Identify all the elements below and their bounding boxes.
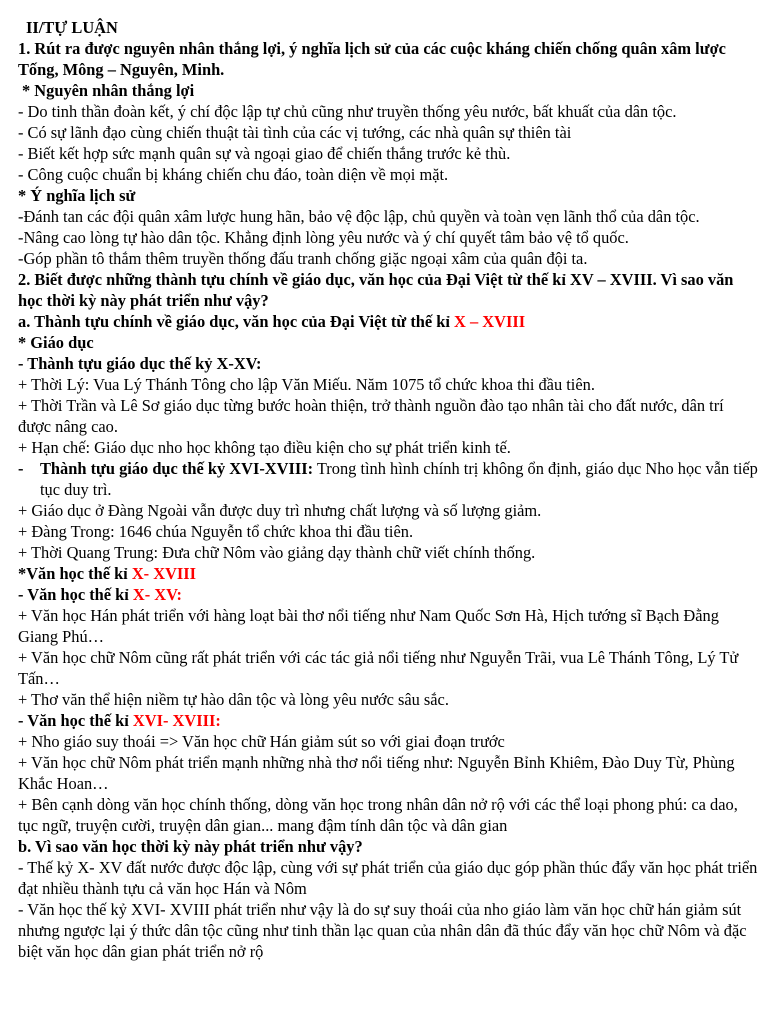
meaning-item: -Góp phần tô thắm thêm truyền thống đấu tranh chống giặc ngoại xâm của quân đội ta. — [18, 249, 588, 268]
causes-heading: * Nguyên nhân thắng lợi — [22, 81, 195, 100]
meaning-item: -Nâng cao lòng tự hào dân tộc. Khẳng định lòng yêu nước và ý chí quyết tâm bảo vệ tổ quốc. — [18, 228, 629, 247]
literature-x-xv-heading-period: X- XV: — [132, 585, 182, 604]
section-heading: II/TỰ LUẬN — [26, 18, 118, 37]
education-x-xv-heading: - Thành tựu giáo dục thế kỷ X-XV: — [18, 354, 262, 373]
cause-item: - Có sự lãnh đạo cùng chiến thuật tài tình của các vị tướng, các nhà quân sự thiên tài — [18, 123, 572, 142]
education-xvi-xviii-heading: Thành tựu giáo dục thế kỷ XVI-XVIII: — [40, 459, 314, 478]
literature-x-xv-item: + Văn học chữ Nôm cũng rất phát triển với các tác giả nổi tiếng như Nguyễn Trãi, vua Lê Thánh Tông, Lý Tử Tấn… — [18, 648, 739, 688]
literature-heading-text: *Văn học thế kỉ — [18, 564, 132, 583]
education-x-xv-item: + Hạn chế: Giáo dục nho học không tạo điều kiện cho sự phát triển kinh tế. — [18, 438, 511, 457]
literature-x-xv-heading — [18, 584, 760, 605]
education-heading: * Giáo dục — [18, 333, 94, 352]
literature-x-xv-heading-text: - Văn học thế kỉ — [18, 585, 133, 604]
education-xvi-xviii-block — [18, 458, 760, 500]
part-b-item: - Thế kỷ X- XV đất nước được độc lập, cùng với sự phát triển của giáo dục góp phần thúc đẩy văn học phát triển đạt nhiều thành tựu cả văn học Hán và Nôm — [18, 858, 758, 898]
part-a-title-text: a. Thành tựu chính về giáo dục, văn học của Đại Việt từ thế kỉ — [18, 312, 455, 331]
cause-item: - Do tinh thần đoàn kết, ý chí độc lập tự chủ cũng như truyền thống yêu nước, bất khuất của dân tộc. — [18, 102, 677, 121]
question-2-title: 2. Biết được những thành tựu chính về giáo dục, văn học của Đại Việt từ thế kỉ XV – XVIII. Vì sao văn học thời kỳ này phát triển như vậy? — [18, 270, 734, 310]
education-xvi-xviii-text: Trong tình hình chính trị không ổn định, giáo dục Nho học vẫn tiếp tục duy trì. — [40, 459, 758, 499]
education-x-xv-item: + Thời Trần và Lê Sơ giáo dục từng bước hoàn thiện, trở thành nguồn đào tạo nhân tài cho đất nước, dân trí được nâng cao. — [18, 396, 724, 436]
part-b-item: - Văn học thế kỷ XVI- XVIII phát triển như vậy là do sự suy thoái của nho giáo làm văn học chữ hán giảm sút nhưng ngược lại ý thức dân tộc cũng như tinh thần lạc quan của nhân dân đã thúc đẩy văn học chữ Nôm và đặc biệt văn học dân gian phát triển nở rộ — [18, 900, 747, 961]
education-xvi-xviii-body — [40, 458, 760, 500]
part-a-title-period: X – XVIII — [454, 312, 526, 331]
literature-xvi-xviii-heading-period: XVI- XVIII: — [132, 711, 221, 730]
literature-x-xv-item: + Văn học Hán phát triển với hàng loạt bài thơ nổi tiếng như Nam Quốc Sơn Hà, Hịch tướng sĩ Bạch Đằng Giang Phú… — [18, 606, 719, 646]
literature-xvi-xviii-item: + Văn học chữ Nôm phát triển mạnh những nhà thơ nổi tiếng như: Nguyễn Bỉnh Khiêm, Đào Duy Từ, Phùng Khắc Hoan… — [18, 753, 735, 793]
part-a-title — [18, 311, 760, 332]
education-xvi-xviii-item: + Thời Quang Trung: Đưa chữ Nôm vào giảng dạy thành chữ viết chính thống. — [18, 543, 536, 562]
literature-xvi-xviii-heading — [18, 710, 760, 731]
cause-item: - Biết kết hợp sức mạnh quân sự và ngoại giao để chiến thắng trước kẻ thù. — [18, 144, 511, 163]
cause-item: - Công cuộc chuẩn bị kháng chiến chu đáo, toàn diện về mọi mặt. — [18, 165, 449, 184]
literature-heading — [18, 563, 760, 584]
education-xvi-xviii-item: + Đàng Trong: 1646 chúa Nguyễn tổ chức khoa thi đầu tiên. — [18, 522, 414, 541]
literature-x-xv-item: + Thơ văn thể hiện niềm tự hào dân tộc và lòng yêu nước sâu sắc. — [18, 690, 449, 709]
literature-xvi-xviii-item: + Bên cạnh dòng văn học chính thống, dòng văn học trong nhân dân nở rộ với các thể loại phong phú: ca dao, tục ngữ, truyện cười, truyện dân gian... mang đậm tính dân tộc và dân gian — [18, 795, 738, 835]
education-x-xv-item: + Thời Lý: Vua Lý Thánh Tông cho lập Văn Miếu. Năm 1075 tổ chức khoa thi đầu tiên. — [18, 375, 595, 394]
literature-heading-period: X- XVIII — [131, 564, 197, 583]
meaning-item: -Đánh tan các đội quân xâm lược hung hãn, bảo vệ độc lập, chủ quyền và toàn vẹn lãnh thổ của dân tộc. — [18, 207, 700, 226]
question-1-title: 1. Rút ra được nguyên nhân thắng lợi, ý nghĩa lịch sử của các cuộc kháng chiến chống quân xâm lược Tống, Mông – Nguyên, Minh. — [18, 39, 726, 79]
literature-xvi-xviii-heading-text: - Văn học thế kỉ — [18, 711, 133, 730]
education-xvi-xviii-item: + Giáo dục ở Đàng Ngoài vẫn được duy trì nhưng chất lượng và số lượng giảm. — [18, 501, 542, 520]
list-dash: - — [18, 459, 24, 478]
meaning-heading: * Ý nghĩa lịch sử — [18, 186, 136, 205]
literature-xvi-xviii-item: + Nho giáo suy thoái => Văn học chữ Hán giảm sút so với giai đoạn trước — [18, 732, 505, 751]
part-b-title: b. Vì sao văn học thời kỳ này phát triển như vậy? — [18, 837, 363, 856]
